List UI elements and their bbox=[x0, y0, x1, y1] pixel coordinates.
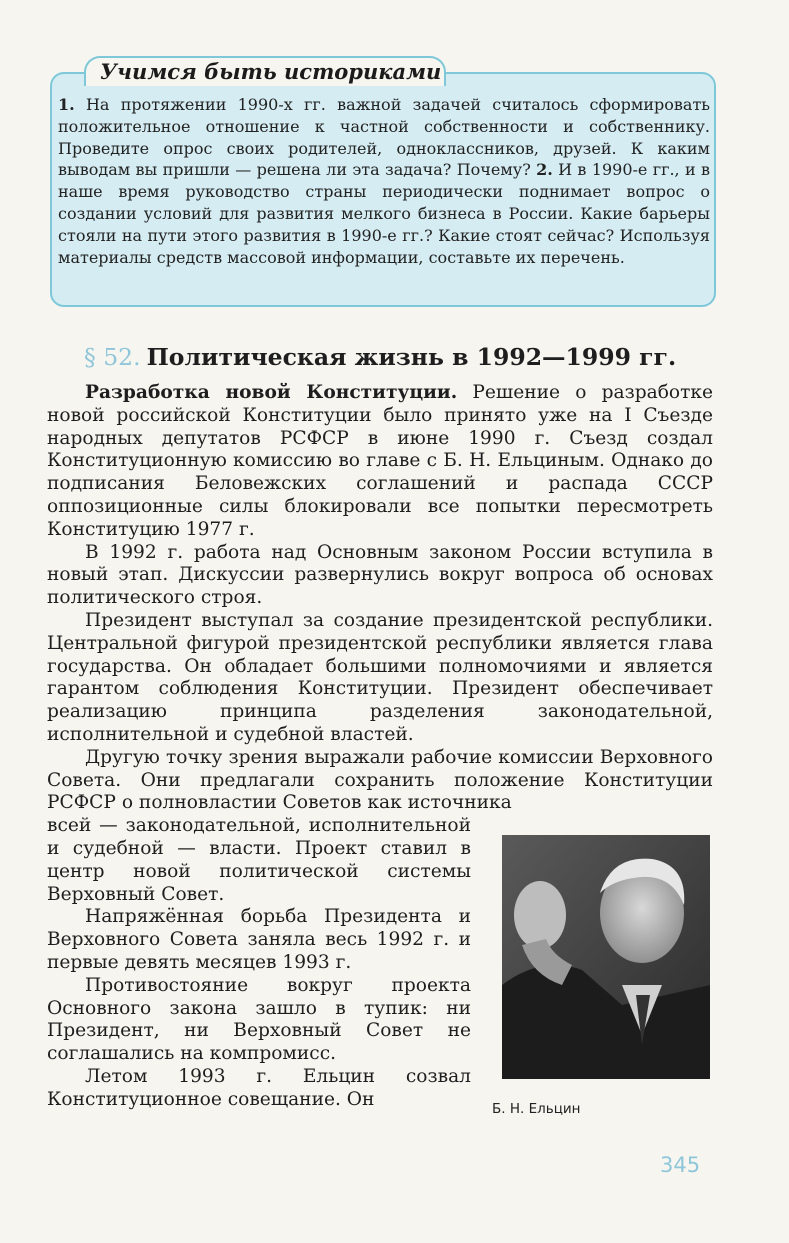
section-number: § 52. bbox=[84, 343, 141, 371]
section-heading bbox=[84, 341, 676, 373]
paragraph-3: Президент выступал за создание президентской республики. Центральной фигурой президентской республики является глава государства. Он обладает большими полномочиями и является гарантом соблюдения Конституции. Президент обеспечивает реализацию принципа разделения законодательной, исполнительной и судебной властей. bbox=[47, 609, 713, 745]
portrait-image bbox=[502, 835, 710, 1079]
paragraph-4a: Другую точку зрения выражали рабочие комиссии Верховного Совета. Они предлагали сохранить положение Конституции РСФСР о полновластии Советов как источника bbox=[47, 746, 713, 814]
paragraph-4b: всей — законодательной, исполнительной и судебной — власти. Проект ставил в центр новой политической системы Верховный Совет. bbox=[47, 815, 471, 905]
paragraph-6: Противостояние вокруг проекта Основного закона зашло в тупик: ни Президент, ни Верховный Совет не соглашались на компромисс. bbox=[47, 974, 471, 1065]
paragraph-2: В 1992 г. работа над Основным законом России вступила в новый этап. Дискуссии развернулись вокруг вопроса об основах политического строя. bbox=[47, 541, 713, 609]
photo-caption: Б. Н. Ельцин bbox=[492, 1101, 581, 1117]
section-title: Политическая жизнь в 1992—1999 гг. bbox=[146, 343, 677, 371]
paragraph-7: Летом 1993 г. Ельцин созвал Конституционное совещание. Он bbox=[47, 1065, 471, 1110]
question-2-text: И в 1990-е гг., и в наше время руководство страны периодически поднимает вопрос о создании условий для развития мелкого бизнеса в России. Какие барьеры стояли на пути этого развития в 1990-е гг.? Какие стоят сейчас? Используя материалы средств массовой информации, составьте их перечень. bbox=[58, 160, 710, 267]
question-1-number: 1. bbox=[58, 95, 75, 114]
paragraph-1 bbox=[47, 382, 713, 542]
paragraph-1-text: Решение о разработке новой российской Конституции было принято уже на I Съезде народных депутатов РСФСР в июне 1990 г. Съезд создал Конституционную комиссию во главе с Б. Н. Ельциным. Однако до подписания Беловежских соглашений и распада СССР оппозиционные силы блокировали все попытки пересмотреть Конституцию 1977 г. bbox=[47, 382, 714, 540]
page-number: 345 bbox=[660, 1153, 701, 1177]
task-box-text bbox=[58, 94, 710, 268]
task-box-title: Учимся быть историками bbox=[84, 56, 446, 86]
question-1-text: На протяжении 1990-х гг. важной задачей считалось сформировать положительное отношение к частной собственности и собственнику. Проведите опрос своих родителей, одноклассников, друзей. К каким выводам вы пришли — решена ли эта задача? Почему? bbox=[58, 95, 710, 180]
question-2-number: 2. bbox=[536, 160, 553, 180]
paragraph-1-lead: Разработка новой Конституции. bbox=[85, 382, 458, 403]
paragraph-5: Напряжённая борьба Президента и Верховного Совета заняла весь 1992 г. и первые девять месяцев 1993 г. bbox=[47, 906, 471, 973]
portrait-photo bbox=[502, 835, 710, 1079]
